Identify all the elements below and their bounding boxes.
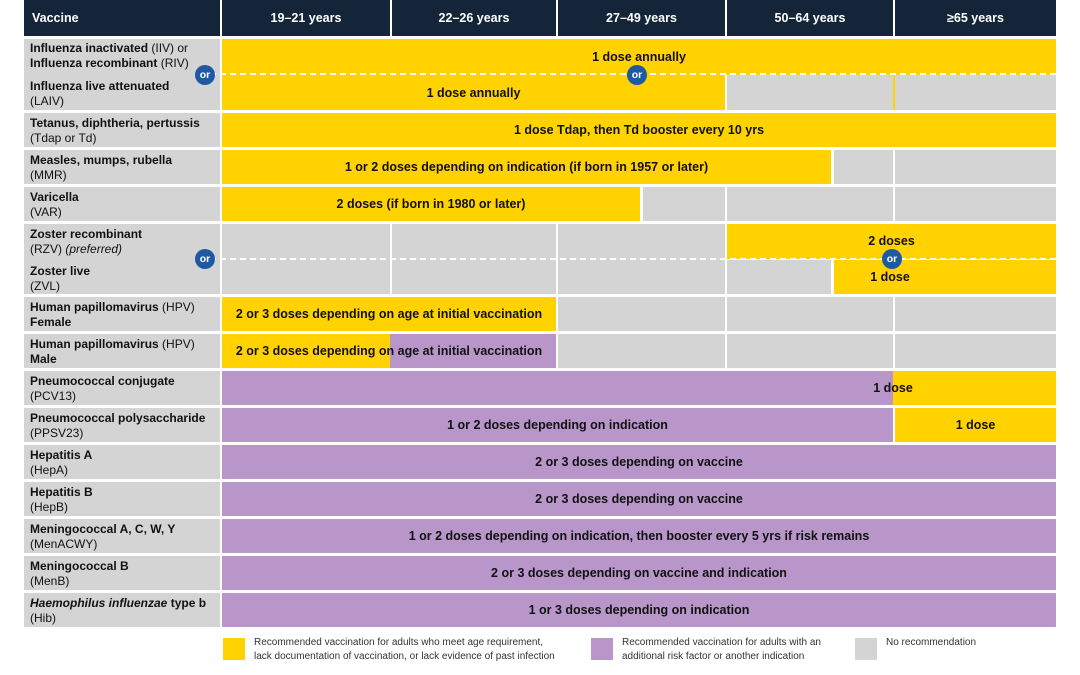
bar-label: 2 or 3 doses depending on vaccine and indication xyxy=(491,566,787,580)
bar-label: 1 dose xyxy=(873,381,913,395)
row-label-varicella xyxy=(24,187,220,221)
header-19-21: 19–21 years xyxy=(222,0,390,36)
row-label-menacwy xyxy=(24,519,220,553)
vaccine-name: Human papillomavirus xyxy=(30,300,159,314)
legend-gray-text: No recommendation xyxy=(886,637,977,648)
header-50-64: 50–64 years xyxy=(727,0,893,36)
legend-purple-line2: additional risk factor or another indication xyxy=(622,651,805,662)
vaccine-name: Zoster live xyxy=(30,264,91,278)
or-badge: or xyxy=(882,249,902,269)
gray-cell xyxy=(727,334,893,368)
gray-cell xyxy=(727,260,831,294)
or-badge: or xyxy=(195,249,215,269)
vaccine-name: Influenza live attenuated xyxy=(30,79,170,93)
vaccine-abbr: (Hib) xyxy=(30,611,56,625)
row-label-influenza-live xyxy=(24,74,220,110)
vaccine-name-italic: Haemophilus influenzae xyxy=(30,596,168,610)
vaccine-name-tail: type b xyxy=(170,596,207,610)
legend-swatch-yellow xyxy=(223,638,245,660)
bar-label: 1 or 2 doses depending on indication xyxy=(447,418,668,432)
bar-label: 1 dose annually xyxy=(426,85,521,100)
vaccine-abbr: (MenACWY) xyxy=(30,537,98,551)
bar-label: 1 or 2 doses depending on indication, then booster every 5 yrs if risk remains xyxy=(408,529,870,543)
vaccine-name: Measles, mumps, rubella xyxy=(30,153,173,167)
vaccine-abbr: (HepB) xyxy=(30,500,69,514)
vaccine-abbr: (HPV) xyxy=(162,337,195,351)
vaccine-abbr: (ZVL) xyxy=(30,279,60,293)
vaccine-name: Varicella xyxy=(30,190,79,204)
legend-purple-text xyxy=(622,636,821,664)
gray-cell xyxy=(558,297,725,331)
legend-yellow-text xyxy=(254,636,555,664)
vaccine-name: Hepatitis A xyxy=(30,448,93,462)
row-label-pcv13 xyxy=(24,371,220,405)
row-label-hepb xyxy=(24,482,220,516)
vaccine-name: Zoster recombinant xyxy=(30,227,143,241)
vaccine-abbr-2: (RIV) xyxy=(160,56,189,70)
gray-cell xyxy=(895,334,1056,368)
vaccine-name: Influenza inactivated xyxy=(30,41,149,55)
vaccine-abbr: (Tdap or Td) xyxy=(30,131,97,145)
header-22-26: 22–26 years xyxy=(392,0,556,36)
bar-label: 2 doses (if born in 1980 or later) xyxy=(336,197,526,211)
row-label-influenza-inactivated xyxy=(24,39,220,74)
bar-label: 1 or 3 doses depending on indication xyxy=(528,603,750,617)
gray-cell xyxy=(643,187,725,221)
vaccine-abbr: (VAR) xyxy=(30,205,62,219)
header-27-49: 27–49 years xyxy=(558,0,725,36)
gray-cell xyxy=(895,297,1056,331)
legend-yellow-line2: lack documentation of vaccination, or lack evidence of past infection xyxy=(254,651,555,662)
vaccine-sex: Male xyxy=(30,352,57,366)
legend-purple-line1: Recommended vaccination for adults with an xyxy=(622,637,821,648)
gray-cell xyxy=(727,187,893,221)
vaccine-name: Pneumococcal polysaccharide xyxy=(30,411,206,425)
vaccine-abbr: (MenB) xyxy=(30,574,70,588)
row-label-hpv-male xyxy=(24,334,220,368)
or-badge: or xyxy=(627,65,647,85)
gray-cell xyxy=(895,150,1056,184)
vaccine-name: Tetanus, diphtheria, pertussis xyxy=(30,116,200,130)
vaccine-abbr: (IIV) or xyxy=(151,41,189,55)
vaccine-name: Meningococcal A, C, W, Y xyxy=(30,522,176,536)
bar-label: 1 or 2 doses depending on indication (if born in 1957 or later) xyxy=(344,160,709,174)
row-label-hepa xyxy=(24,445,220,479)
vaccine-abbr: (MMR) xyxy=(30,168,67,182)
vaccine-name: Pneumococcal conjugate xyxy=(30,374,175,388)
row-label-menb xyxy=(24,556,220,590)
vaccine-name xyxy=(30,596,206,610)
bar-label: 1 dose annually xyxy=(592,49,686,64)
gray-cell xyxy=(834,150,893,184)
vaccine-abbr: (HepA) xyxy=(30,463,69,477)
or-divider-line xyxy=(210,258,1056,260)
bar-label: 1 dose Tdap, then Td booster every 10 yrs xyxy=(513,123,765,137)
or-badge: or xyxy=(195,65,215,85)
row-label-ppsv23 xyxy=(24,408,220,442)
bar-label: 2 or 3 doses depending on age at initial vaccination xyxy=(235,307,543,321)
vaccine-name: Human papillomavirus xyxy=(30,337,159,351)
bar-label: 2 or 3 doses depending on age at initial vaccination xyxy=(235,344,543,358)
vaccine-abbr: (PCV13) xyxy=(30,389,77,403)
legend-yellow-line1: Recommended vaccination for adults who meet age requirement, xyxy=(254,637,544,648)
vaccine-abbr: (RZV) xyxy=(30,242,62,256)
vaccine-name: Meningococcal B xyxy=(30,559,129,573)
row-label-zoster-live xyxy=(24,259,220,294)
bar-pcv13-purple xyxy=(222,371,893,405)
legend-swatch-purple xyxy=(591,638,613,660)
gray-cell xyxy=(895,75,1056,110)
preferred-note: (preferred) xyxy=(65,242,123,256)
row-label-hib xyxy=(24,593,220,627)
bar-label: 2 or 3 doses depending on vaccine xyxy=(535,455,743,469)
row-label-tdap xyxy=(24,113,220,147)
header-vaccine: Vaccine xyxy=(24,0,220,36)
vaccine-abbr: (HPV) xyxy=(162,300,195,314)
gray-cell xyxy=(558,334,725,368)
gray-cell xyxy=(895,187,1056,221)
vaccine-name-2: Influenza recombinant xyxy=(30,56,158,70)
vaccine-abbr: (PPSV23) xyxy=(30,426,84,440)
row-label-hpv-female xyxy=(24,297,220,331)
bar-label: 1 dose xyxy=(870,270,910,284)
divider xyxy=(725,75,727,110)
gray-cell xyxy=(727,297,893,331)
bar-label: 2 or 3 doses depending on vaccine xyxy=(535,492,743,506)
vaccine-abbr: (LAIV) xyxy=(30,94,65,108)
gray-cell xyxy=(727,75,893,110)
header-65-plus: ≥65 years xyxy=(895,0,1056,36)
bar-label: 2 doses xyxy=(868,234,915,248)
row-label-zoster-recombinant xyxy=(24,224,220,259)
vaccine-sex: Female xyxy=(30,315,72,329)
legend-swatch-gray xyxy=(855,638,877,660)
row-label-mmr xyxy=(24,150,220,184)
vaccine-name: Hepatitis B xyxy=(30,485,93,499)
bar-label: 1 dose xyxy=(955,418,996,432)
